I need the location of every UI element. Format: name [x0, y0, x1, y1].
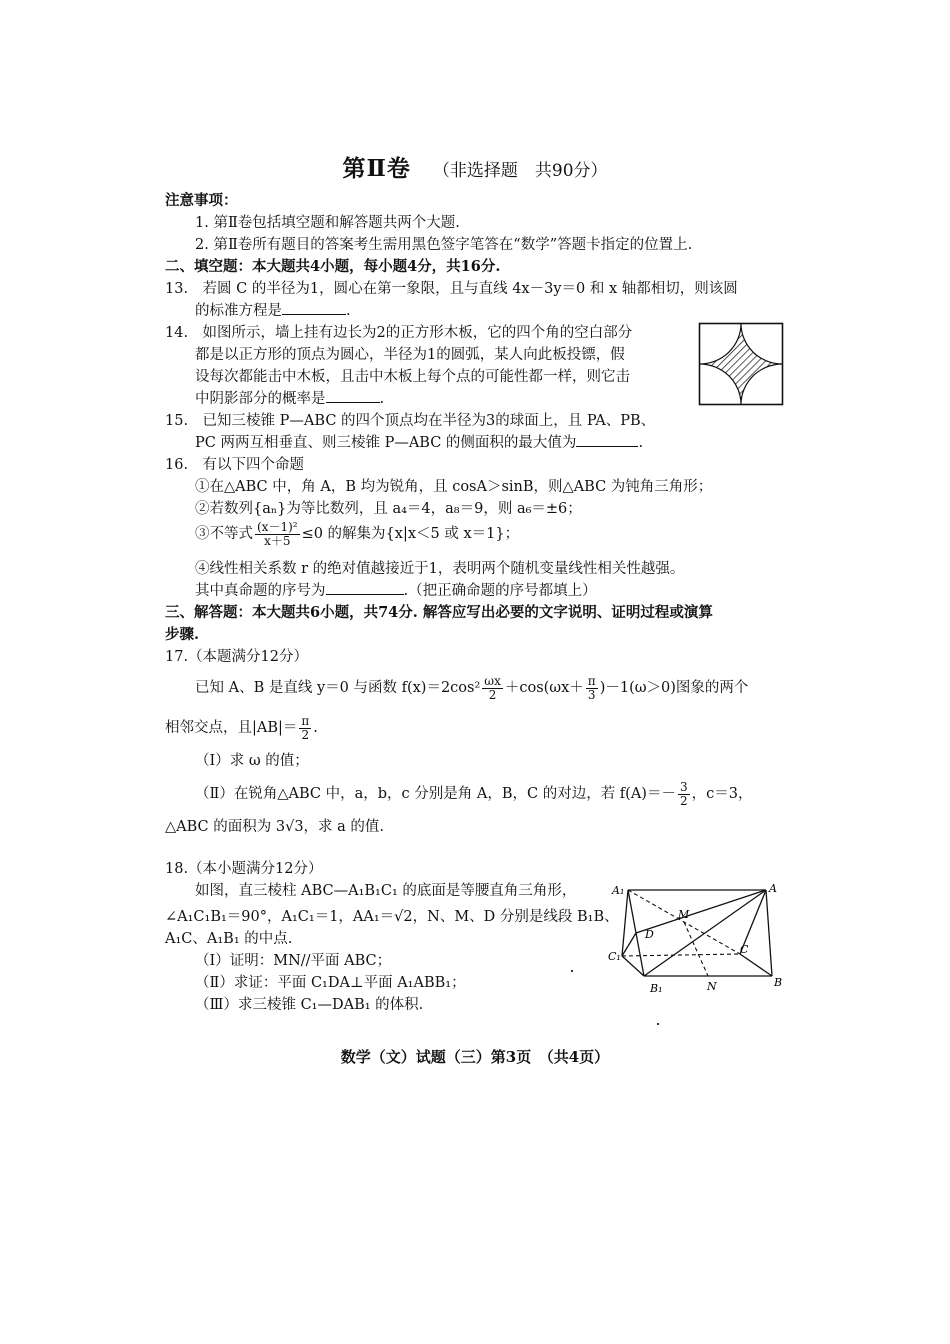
q17-s2-b: . [313, 720, 318, 736]
q16-proposition-4: ④线性相关系数 r 的绝对值越接近于1，表明两个随机变量线性相关性越强。 [195, 561, 685, 577]
q18-prism-figure [608, 878, 788, 996]
q17-s1-b: ＋cos(ωx＋ [504, 680, 584, 696]
q17-s1-f2-num: π [587, 673, 596, 688]
q16-ask [195, 580, 825, 602]
scan-speck [657, 1023, 659, 1025]
section-3-line-2: 步骤. [165, 626, 200, 643]
notes-item-1: 1. 第Ⅱ卷包括填空题和解答题共两个大题. [195, 215, 460, 231]
q17-s1-f2-den: 3 [587, 687, 596, 702]
q14-end: . [379, 391, 385, 407]
q13-text: 的标准方程是 [195, 303, 282, 319]
q16-ask-text: 其中真命题的序号为 [195, 583, 326, 599]
q16-p3-post: ≤0 的解集为{x|x＜5 或 x＝1}； [301, 526, 520, 542]
q16-p3-numerator: (x－1)² [257, 519, 298, 534]
q13-line-2 [195, 300, 825, 322]
q17-s2-den: 2 [301, 727, 310, 742]
q16-proposition-2: ②若数列{aₙ}为等比数列，且 a₄＝4，a₈＝9，则 a₆＝±6； [195, 501, 582, 517]
q18-line-1: 如图，直三棱柱 ABC—A₁B₁C₁ 的底面是等腰直角三角形， [195, 883, 577, 899]
label-A: A [769, 882, 777, 895]
title-main: 第Ⅱ卷 [342, 155, 411, 182]
section-2-heading: 二、填空题：本大题共4小题，每小题4分，共16分. [165, 258, 501, 275]
page-title [0, 150, 950, 183]
q17-head: 17.（本题满分12分） [165, 649, 309, 665]
q15-line-1: 15. 已知三棱锥 P—ABC 的四个顶点均在半径为3的球面上，且 PA、PB、 [165, 413, 656, 429]
q16-answer-blank [326, 580, 404, 595]
q15-answer-blank [576, 432, 638, 447]
q17-s1-a: 已知 A、B 是直线 y＝0 与函数 f(x)＝2cos² [195, 680, 481, 696]
q15-text: PC 两两互相垂直、则三棱锥 P—ABC 的侧面积的最大值为 [195, 435, 577, 451]
q17-part-3: △ABC 的面积为 3√3，求 a 的值. [165, 819, 385, 835]
label-B: B [774, 976, 783, 989]
q17-s2-fraction [299, 715, 311, 742]
q13-answer-blank [282, 300, 346, 315]
label-C1: C₁ [608, 950, 621, 963]
q17-p2-b: ，c＝3， [691, 786, 753, 802]
edge-C-B [740, 954, 772, 976]
q16-proposition-3 [195, 518, 825, 550]
scan-speck [571, 970, 573, 972]
edge-A-B [766, 890, 772, 976]
hidden-segment-M-N [684, 922, 708, 976]
q17-s2-num: π [301, 713, 310, 728]
label-A1: A₁ [612, 884, 625, 897]
q18-part-2: （Ⅱ）求证：平面 C₁DA⊥平面 A₁ABB₁； [195, 975, 466, 991]
label-B1: B₁ [650, 982, 663, 995]
q18-line-2: ∠A₁C₁B₁＝90°，A₁C₁＝1，AA₁＝√2，N、M、D 分别是线段 B₁B、 [165, 909, 619, 925]
label-C: C [740, 943, 749, 956]
q13-end: . [346, 303, 351, 319]
edge-A1-C1 [622, 890, 628, 956]
q16-ask-end: .（把正确命题的序号都填上） [403, 583, 597, 599]
q16-p3-fraction [255, 521, 300, 548]
q14-line-2: 都是以正方形的顶点为圆心，半径为1的圆弧，某人向此板投镖，假 [195, 347, 625, 363]
q17-s1-fraction-1 [482, 675, 503, 702]
q14-line-1: 14. 如图所示，墙上挂有边长为2的正方形木板，它的四个角的空白部分 [165, 325, 633, 341]
q14-answer-blank [326, 388, 380, 403]
q17-p2-den: 2 [679, 793, 688, 808]
q17-s1-c: )－1(ω＞0)图象的两个 [599, 680, 749, 696]
q14-board-figure [698, 322, 784, 406]
label-M: M [678, 908, 690, 921]
q17-p2-fraction [678, 781, 690, 808]
q17-s1-f1-den: 2 [488, 687, 497, 702]
q18-line-3: A₁C、A₁B₁ 的中点. [165, 931, 293, 947]
q13-line-1: 13. 若圆 C 的半径为1，圆心在第一象限，且与直线 4x－3y＝0 和 x 轴都相切，则该圆 [165, 281, 738, 297]
q16-p3-pre: ③不等式 [195, 526, 253, 542]
q17-statement-2 [165, 712, 795, 744]
q17-statement-1 [195, 672, 825, 704]
q16-proposition-1: ①在△ABC 中，角 A，B 均为锐角，且 cosA＞sinB，则△ABC 为钝角三角形； [195, 479, 713, 495]
q15-end: . [638, 435, 644, 451]
title-subtitle: （非选择题 共90分） [432, 161, 608, 181]
section-3-line-1: 三、解答题：本大题共6小题，共74分. 解答应写出必要的文字说明、证明过程或演算 [165, 604, 713, 621]
q17-p2-num: 3 [679, 779, 688, 794]
segment-B1-A [644, 890, 766, 976]
q17-part-1: （Ⅰ）求 ω 的值； [195, 753, 309, 769]
q15-line-2 [195, 432, 825, 454]
q18-head: 18.（本小题满分12分） [165, 861, 323, 877]
label-D: D [645, 928, 654, 941]
q14-text: 中阴影部分的概率是 [195, 391, 326, 407]
notes-item-2: 2. 第Ⅱ卷所有题目的答案考生需用黑色签字笔答在“数学”答题卡指定的位置上. [195, 237, 693, 253]
segment-D-A [636, 890, 766, 933]
q16-line-1: 16. 有以下四个命题 [165, 457, 305, 473]
q16-p3-denominator: x＋5 [264, 533, 291, 548]
q14-line-3: 设每次都能击中木板，且击中木板上每个点的可能性都一样，则它击 [195, 369, 630, 385]
notes-heading: 注意事项： [165, 192, 238, 209]
q17-s2-a: 相邻交点，且|AB|＝ [165, 720, 298, 736]
label-N: N [707, 980, 717, 993]
page-footer: 数学（文）试题（三）第3页 （共4页） [340, 1048, 610, 1066]
q17-s1-fraction-2 [586, 675, 598, 702]
q17-p2-a: （Ⅱ）在锐角△ABC 中，a，b，c 分别是角 A，B，C 的对边，若 f(A)＝－ [195, 786, 676, 802]
q17-s1-f1-num: ωx [484, 673, 501, 688]
q18-part-1: （Ⅰ）证明：MN//平面 ABC； [195, 953, 392, 969]
q18-part-3: （Ⅲ）求三棱锥 C₁—DAB₁ 的体积. [195, 997, 424, 1013]
q17-part-2 [195, 778, 825, 810]
